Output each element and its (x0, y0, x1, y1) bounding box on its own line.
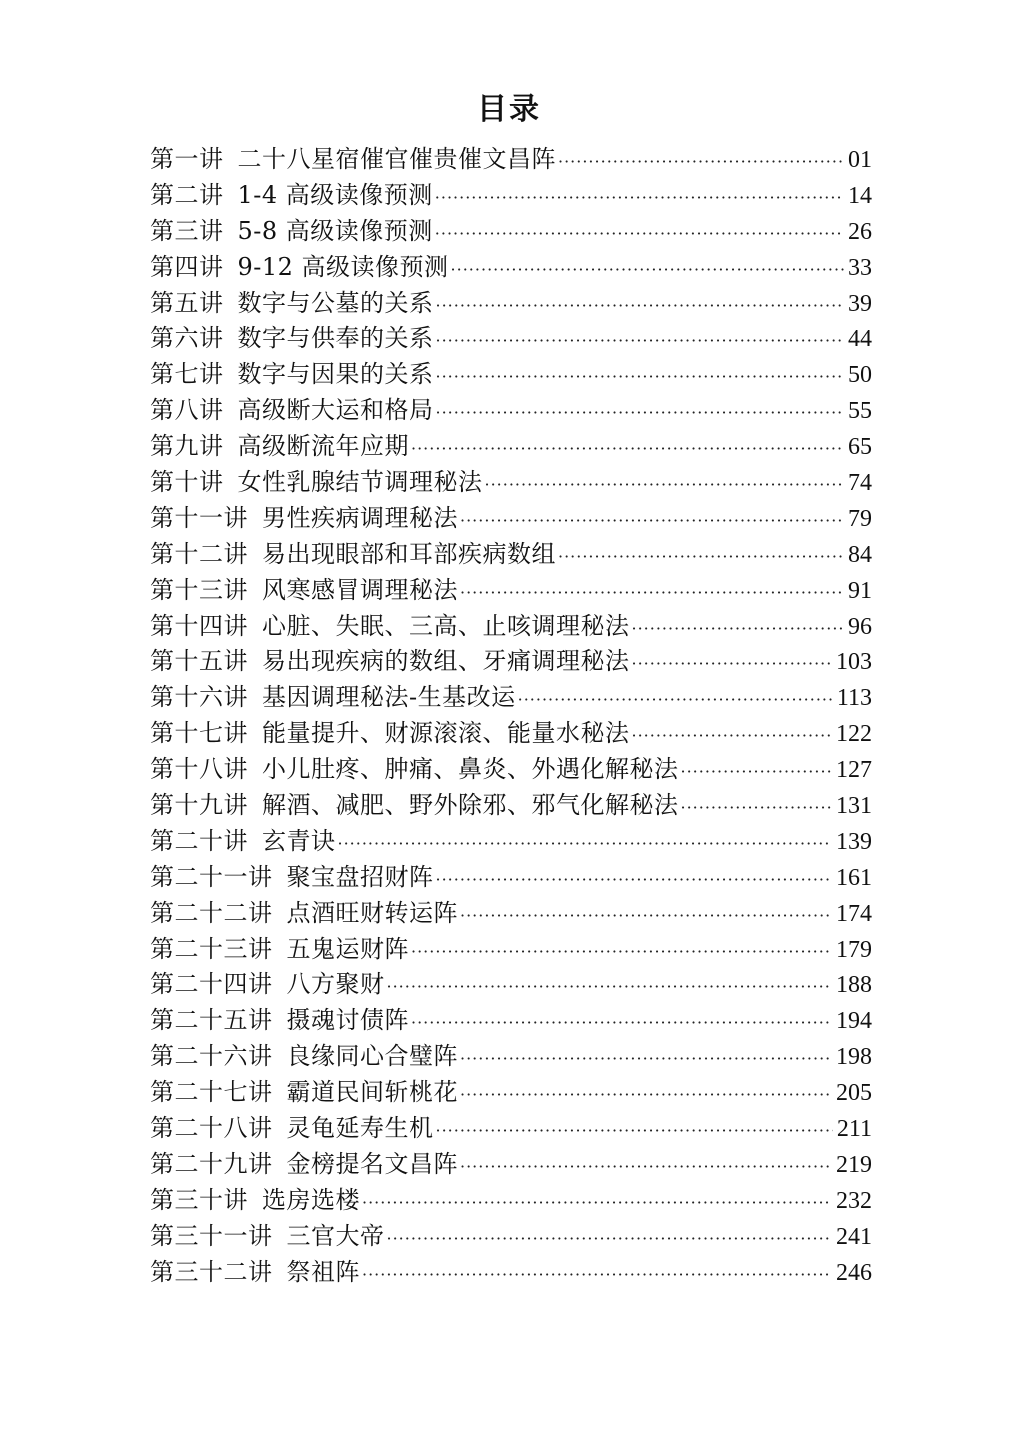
toc-entry[interactable] (150, 896, 872, 932)
lecture-topic: 良缘同心合璧阵 (286, 1042, 458, 1071)
toc-entry[interactable] (150, 1003, 872, 1039)
page-number: 84 (848, 541, 872, 568)
lecture-number: 第二十五讲 (150, 1006, 273, 1035)
lecture-number: 第十九讲 (150, 791, 248, 820)
lecture-topic: 数字与公墓的关系 (237, 288, 434, 317)
dot-leader (558, 144, 844, 180)
page-title: 目录 (477, 92, 541, 127)
lecture-topic: 高级断大运和格局 (237, 396, 434, 425)
page-number: 232 (836, 1187, 872, 1214)
lecture-topic: 解酒、减肥、野外除邪、邪气化解秘法 (262, 791, 679, 820)
lecture-number: 第四讲 (150, 252, 224, 281)
lecture-topic: 霸道民间斩桃花 (286, 1078, 458, 1107)
lecture-topic: 三官大帝 (286, 1221, 385, 1250)
dot-leader (436, 395, 845, 431)
lecture-topic: 易出现眼部和耳部疾病数组 (262, 539, 556, 568)
page-number: 219 (836, 1151, 872, 1178)
lecture-number: 第十七讲 (150, 719, 248, 748)
dot-leader (411, 431, 844, 467)
lecture-number: 第二十七讲 (150, 1078, 273, 1107)
lecture-number: 第二十九讲 (150, 1149, 273, 1178)
dot-leader (681, 790, 833, 826)
toc-entry[interactable] (150, 644, 872, 680)
page-number: 198 (836, 1044, 872, 1071)
lecture-topic: 数字与供奉的关系 (237, 324, 434, 353)
lecture-topic: 1-4 高级读像预测 (237, 180, 433, 209)
dot-leader (460, 1149, 832, 1185)
lecture-number: 第二十一讲 (150, 862, 273, 891)
dot-leader (387, 969, 833, 1005)
dot-leader (435, 216, 844, 252)
toc-entry[interactable] (150, 860, 872, 896)
page-number: 55 (848, 398, 872, 425)
dot-leader (460, 1041, 832, 1077)
lecture-topic: 玄青诀 (262, 826, 336, 855)
dot-leader (460, 1077, 832, 1113)
lecture-topic: 易出现疾病的数组、牙痛调理秘法 (262, 647, 630, 676)
lecture-topic: 9-12 高级读像预测 (237, 252, 449, 281)
dot-leader (485, 467, 845, 503)
toc-entry[interactable] (150, 932, 872, 968)
page-number: 131 (836, 793, 872, 820)
page-number: 246 (836, 1259, 872, 1286)
dot-leader (451, 252, 844, 288)
dot-leader (460, 575, 844, 611)
lecture-number: 第二十六讲 (150, 1042, 273, 1071)
lecture-topic: 点酒旺财转运阵 (286, 898, 458, 927)
dot-leader (460, 898, 832, 934)
dot-leader (436, 359, 845, 395)
lecture-number: 第十五讲 (150, 647, 248, 676)
lecture-number: 第二十二讲 (150, 898, 273, 927)
lecture-topic: 祭祖阵 (286, 1257, 360, 1286)
page-number: 91 (848, 577, 872, 604)
page-number: 127 (836, 757, 872, 784)
toc-entry[interactable] (150, 1111, 872, 1147)
lecture-number: 第九讲 (150, 432, 224, 461)
lecture-number: 第三十讲 (150, 1185, 248, 1214)
dot-leader (436, 1113, 833, 1149)
page-number: 33 (848, 254, 872, 281)
lecture-number: 第二十三讲 (150, 934, 273, 963)
lecture-topic: 灵龟延寿生机 (286, 1114, 434, 1143)
page-number: 211 (836, 1116, 872, 1143)
dot-leader (632, 646, 833, 682)
lecture-topic: 男性疾病调理秘法 (262, 503, 458, 532)
lecture-number: 第三十二讲 (150, 1257, 273, 1286)
toc-entry[interactable] (150, 752, 872, 788)
lecture-number: 第十四讲 (150, 611, 248, 640)
lecture-number: 第二十讲 (150, 826, 248, 855)
dot-leader (436, 288, 845, 324)
page-number: 205 (836, 1080, 872, 1107)
dot-leader (518, 682, 833, 718)
dot-leader (632, 718, 833, 754)
toc-entry[interactable] (150, 609, 872, 645)
page-number: 179 (836, 936, 872, 963)
lecture-number: 第十讲 (150, 468, 224, 497)
page-number: 50 (848, 362, 872, 389)
dot-leader (338, 826, 833, 862)
toc-entry[interactable] (150, 1039, 872, 1075)
toc-entry[interactable] (150, 1147, 872, 1183)
toc-entry[interactable] (150, 1219, 872, 1255)
lecture-topic: 八方聚财 (286, 970, 385, 999)
page-number: 122 (836, 721, 872, 748)
toc-entry[interactable] (150, 178, 872, 214)
dot-leader (411, 934, 832, 970)
toc-entry[interactable] (150, 1075, 872, 1111)
lecture-number: 第十一讲 (150, 503, 248, 532)
lecture-topic: 五鬼运财阵 (286, 934, 409, 963)
toc-entry[interactable] (150, 214, 872, 250)
toc-entry[interactable] (150, 967, 872, 1003)
page-number: 113 (836, 685, 872, 712)
lecture-topic: 风寒感冒调理秘法 (262, 575, 458, 604)
toc-entry[interactable] (150, 501, 872, 537)
lecture-number: 第十八讲 (150, 755, 248, 784)
lecture-number: 第三讲 (150, 216, 224, 245)
lecture-topic: 数字与因果的关系 (237, 360, 434, 389)
toc-entry[interactable] (150, 680, 872, 716)
lecture-topic: 基因调理秘法-生基改运 (262, 683, 516, 712)
lecture-number: 第五讲 (150, 288, 224, 317)
toc-entry[interactable] (150, 393, 872, 429)
lecture-topic: 聚宝盘招财阵 (286, 862, 434, 891)
lecture-number: 第六讲 (150, 324, 224, 353)
page-number: 44 (848, 326, 872, 353)
lecture-number: 第二十八讲 (150, 1114, 273, 1143)
toc-entry[interactable] (150, 321, 872, 357)
lecture-topic: 能量提升、财源滚滚、能量水秘法 (262, 719, 630, 748)
page-number: 194 (836, 1008, 872, 1035)
toc-entry[interactable] (150, 824, 872, 860)
page-number: 96 (848, 613, 872, 640)
page-number: 65 (848, 434, 872, 461)
lecture-number: 第二讲 (150, 180, 224, 209)
toc-entry[interactable] (150, 429, 872, 465)
toc-entry[interactable] (150, 465, 872, 501)
lecture-topic: 摄魂讨债阵 (286, 1006, 409, 1035)
toc-entry[interactable] (150, 286, 872, 322)
lecture-number: 第八讲 (150, 396, 224, 425)
lecture-topic: 高级断流年应期 (237, 432, 409, 461)
lecture-topic: 选房选楼 (262, 1185, 360, 1214)
dot-leader (362, 1257, 832, 1293)
page-number: 39 (848, 290, 872, 317)
lecture-number: 第十六讲 (150, 683, 248, 712)
table-of-contents (150, 142, 872, 1291)
toc-entry[interactable] (150, 716, 872, 752)
page-number: 188 (836, 972, 872, 999)
dot-leader (558, 539, 844, 575)
dot-leader (632, 611, 845, 647)
lecture-topic: 女性乳腺结节调理秘法 (237, 468, 483, 497)
toc-entry[interactable] (150, 573, 872, 609)
lecture-number: 第三十一讲 (150, 1221, 273, 1250)
lecture-number: 第一讲 (150, 145, 224, 173)
lecture-topic: 金榜提名文昌阵 (286, 1149, 458, 1178)
lecture-topic: 小儿肚疼、肿痛、鼻炎、外遇化解秘法 (262, 755, 679, 784)
page-number: 14 (848, 182, 872, 209)
toc-entry[interactable] (150, 788, 872, 824)
lecture-topic: 5-8 高级读像预测 (237, 216, 433, 245)
toc-entry[interactable] (150, 142, 872, 178)
page-number: 139 (836, 828, 872, 855)
dot-leader (681, 754, 833, 790)
page-number: 74 (848, 470, 872, 497)
dot-leader (387, 1221, 833, 1257)
lecture-number: 第十三讲 (150, 575, 248, 604)
lecture-number: 第二十四讲 (150, 970, 273, 999)
dot-leader (362, 1185, 832, 1221)
page-number: 241 (836, 1223, 872, 1250)
toc-entry[interactable] (150, 537, 872, 573)
lecture-topic: 二十八星宿催官催贵催文昌阵 (237, 145, 556, 173)
page-number: 79 (848, 505, 872, 532)
page-number: 161 (836, 864, 872, 891)
toc-entry[interactable] (150, 1255, 872, 1291)
toc-entry[interactable] (150, 1183, 872, 1219)
lecture-number: 第七讲 (150, 360, 224, 389)
page-number: 103 (836, 649, 872, 676)
page-number: 26 (848, 218, 872, 245)
dot-leader (436, 323, 845, 359)
dot-leader (411, 1005, 832, 1041)
lecture-number: 第十二讲 (150, 539, 248, 568)
dot-leader (460, 503, 844, 539)
toc-entry[interactable] (150, 357, 872, 393)
dot-leader (435, 180, 844, 216)
dot-leader (436, 862, 833, 898)
toc-entry[interactable] (150, 250, 872, 286)
page-number: 01 (848, 147, 872, 173)
page-number: 174 (836, 900, 872, 927)
lecture-topic: 心脏、失眠、三高、止咳调理秘法 (262, 611, 630, 640)
